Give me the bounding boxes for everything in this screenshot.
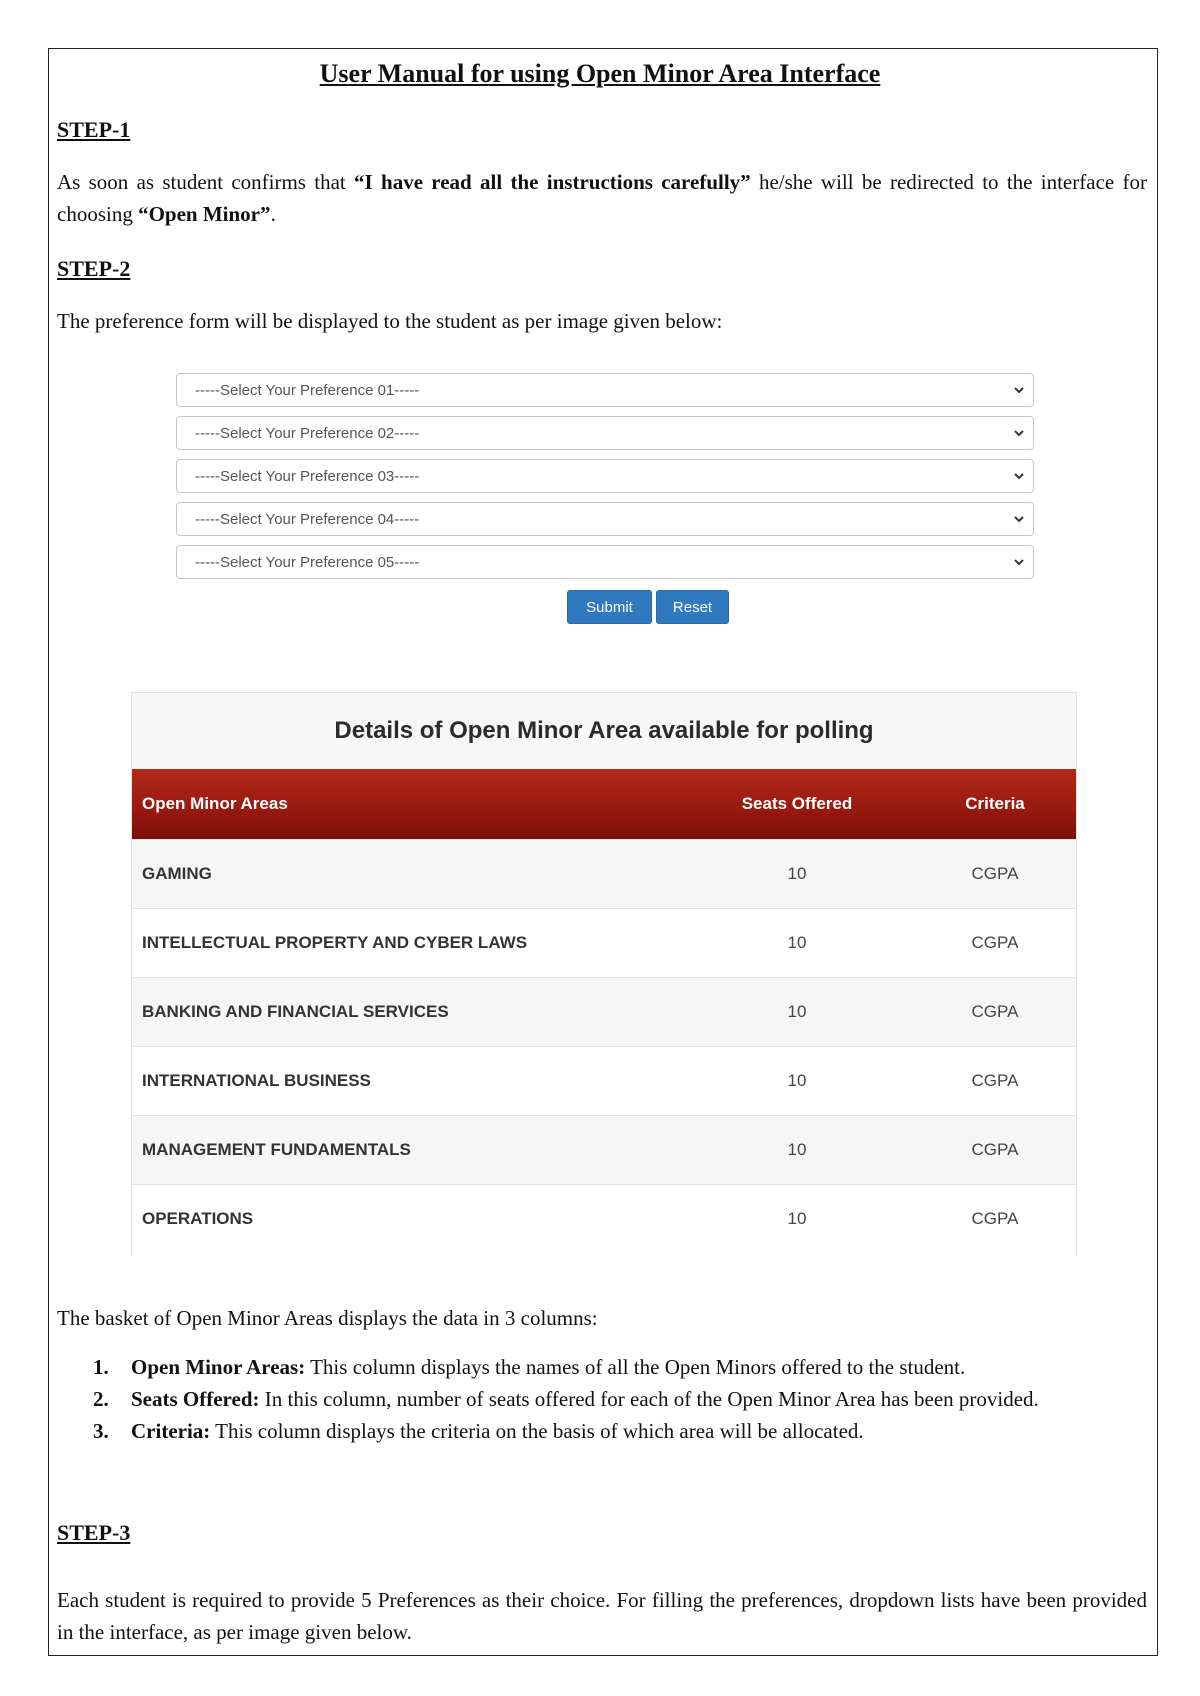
preference-select-5[interactable] bbox=[176, 545, 1034, 579]
list-term: Criteria: bbox=[131, 1419, 211, 1443]
table-caption: Details of Open Minor Area available for polling bbox=[132, 693, 1076, 769]
list-term: Seats Offered: bbox=[131, 1387, 260, 1411]
step1-paragraph bbox=[57, 166, 1147, 230]
table-row bbox=[132, 1184, 1076, 1253]
seats-offered: 10 bbox=[787, 1140, 807, 1159]
list-item bbox=[93, 1351, 1147, 1383]
criteria: CGPA bbox=[971, 933, 1019, 952]
table-header bbox=[132, 769, 1076, 839]
table-row bbox=[132, 1115, 1076, 1184]
submit-button[interactable]: Submit bbox=[567, 590, 652, 624]
preference-select-2-value: -----Select Your Preference 02----- bbox=[195, 424, 420, 442]
list-number: 1. bbox=[93, 1355, 109, 1379]
list-number: 2. bbox=[93, 1387, 109, 1411]
area-name: INTELLECTUAL PROPERTY AND CYBER LAWS bbox=[142, 933, 528, 952]
preference-select-1-value: -----Select Your Preference 01----- bbox=[195, 381, 420, 399]
preference-select-1[interactable] bbox=[176, 373, 1034, 407]
document-title: User Manual for using Open Minor Area Interface bbox=[319, 59, 881, 88]
table-row bbox=[132, 1046, 1076, 1115]
criteria: CGPA bbox=[971, 864, 1019, 883]
criteria: CGPA bbox=[971, 1209, 1019, 1228]
area-name: GAMING bbox=[142, 864, 212, 883]
step3-heading: STEP-3 bbox=[57, 1520, 131, 1545]
preference-select-5-value: -----Select Your Preference 05----- bbox=[195, 553, 420, 571]
step1-text-a: As soon as student confirms that bbox=[57, 170, 355, 194]
list-description: This column displays the criteria on the basis of which area will be allocated. bbox=[210, 1419, 864, 1443]
step1-text-b: he/she will be redirected to the interface for choosing bbox=[57, 170, 1147, 226]
step3-paragraph: Each student is required to provide 5 Preferences as their choice. For filling the preferences, dropdown lists have been provided in the interface, as per image given below. bbox=[57, 1588, 1147, 1644]
chevron-down-icon bbox=[1013, 556, 1025, 568]
header-open-minor-areas: Open Minor Areas bbox=[142, 794, 288, 813]
chevron-down-icon bbox=[1013, 513, 1025, 525]
criteria: CGPA bbox=[971, 1140, 1019, 1159]
step1-open-minor: “Open Minor” bbox=[138, 202, 271, 226]
seats-offered: 10 bbox=[787, 933, 807, 952]
area-name: OPERATIONS bbox=[142, 1209, 254, 1228]
step2-heading: STEP-2 bbox=[57, 256, 131, 281]
preference-select-4-value: -----Select Your Preference 04----- bbox=[195, 510, 420, 528]
preference-select-3[interactable] bbox=[176, 459, 1034, 493]
step1-heading: STEP-1 bbox=[57, 117, 131, 142]
list-term: Open Minor Areas: bbox=[131, 1355, 306, 1379]
preference-select-3-value: -----Select Your Preference 03----- bbox=[195, 467, 420, 485]
criteria: CGPA bbox=[971, 1002, 1019, 1021]
area-name: BANKING AND FINANCIAL SERVICES bbox=[142, 1002, 449, 1021]
list-description: In this column, number of seats offered for each of the Open Minor Area has been provided. bbox=[259, 1387, 1039, 1411]
table-row bbox=[132, 977, 1076, 1046]
seats-offered: 10 bbox=[787, 1002, 807, 1021]
chevron-down-icon bbox=[1013, 427, 1025, 439]
column-description-list bbox=[93, 1351, 1147, 1447]
step1-quote: “I have read all the instructions carefully” bbox=[354, 170, 751, 194]
seats-offered: 10 bbox=[787, 1209, 807, 1228]
basket-intro: The basket of Open Minor Areas displays the data in 3 columns: bbox=[57, 1306, 598, 1330]
chevron-down-icon bbox=[1013, 470, 1025, 482]
list-description: This column displays the names of all the Open Minors offered to the student. bbox=[305, 1355, 966, 1379]
list-number: 3. bbox=[93, 1419, 109, 1443]
open-minor-table bbox=[131, 692, 1077, 1254]
step1-text-c: . bbox=[270, 202, 276, 226]
chevron-down-icon bbox=[1013, 384, 1025, 396]
header-seats-offered: Seats Offered bbox=[741, 794, 853, 813]
preference-select-4[interactable] bbox=[176, 502, 1034, 536]
header-criteria: Criteria bbox=[965, 794, 1025, 813]
step2-intro: The preference form will be displayed to the student as per image given below: bbox=[57, 309, 723, 333]
criteria: CGPA bbox=[971, 1071, 1019, 1090]
seats-offered: 10 bbox=[787, 864, 807, 883]
list-item bbox=[93, 1383, 1147, 1415]
area-name: INTERNATIONAL BUSINESS bbox=[142, 1071, 371, 1090]
seats-offered: 10 bbox=[787, 1071, 807, 1090]
list-item bbox=[93, 1415, 1147, 1447]
table-row bbox=[132, 908, 1076, 977]
table-row bbox=[132, 839, 1076, 908]
preference-select-2[interactable] bbox=[176, 416, 1034, 450]
reset-button[interactable]: Reset bbox=[656, 590, 729, 624]
area-name: MANAGEMENT FUNDAMENTALS bbox=[142, 1140, 411, 1159]
